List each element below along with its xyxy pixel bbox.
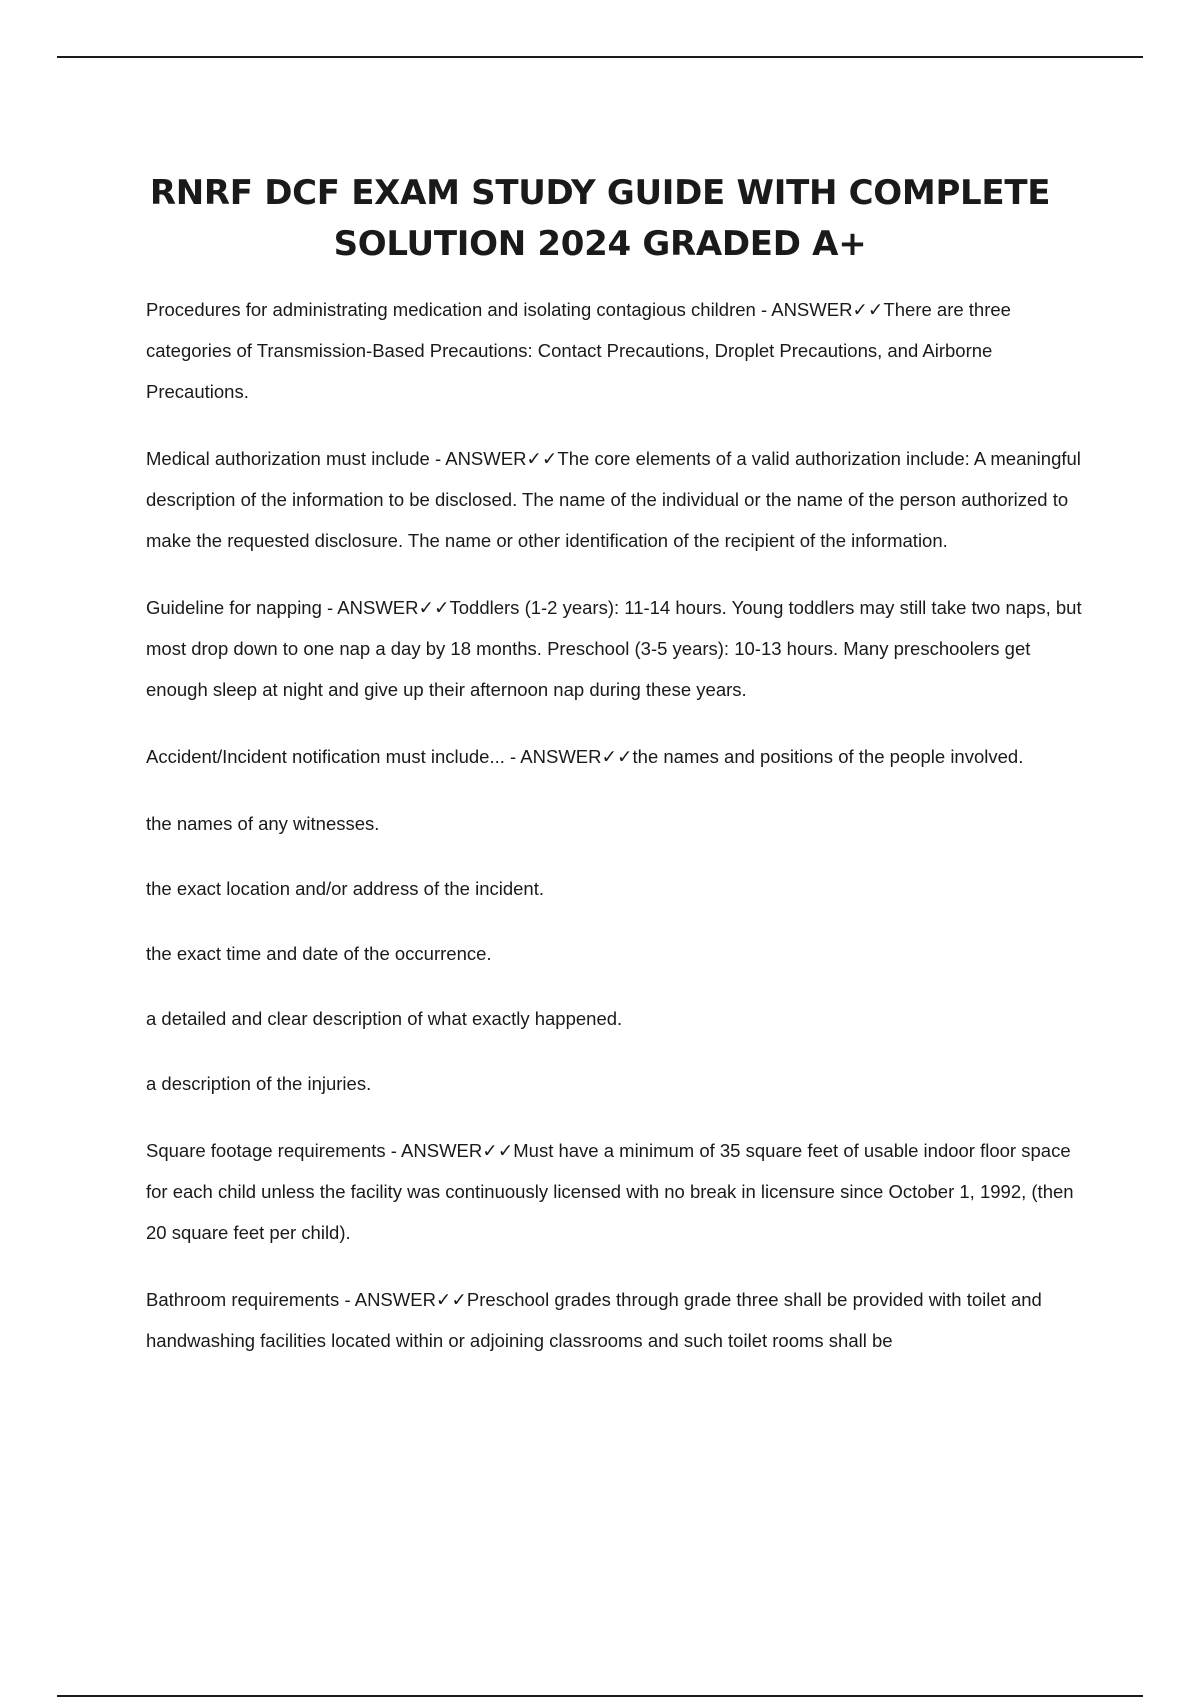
entry-incident-injuries: a description of the injuries. xyxy=(146,1073,372,1094)
entry-medical-authorization: Medical authorization must include - ANSWER✓✓The core elements of a valid authorization include: A meaningful description of the information to be disclosed. The name of the individual or the name of the person authorized to make the requested disclosure. The name or other identification of the recipient of the information. xyxy=(146,448,1081,551)
title-line-1: RNRF DCF EXAM STUDY GUIDE WITH COMPLETE xyxy=(149,173,1051,213)
entry-incident-location: the exact location and/or address of the incident. xyxy=(146,878,545,899)
entry-incident-witnesses: the names of any witnesses. xyxy=(146,813,380,834)
title-line-2: SOLUTION 2024 GRADED A+ xyxy=(333,224,867,264)
entry-incident-notification: Accident/Incident notification must include... - ANSWER✓✓the names and positions of the people involved. xyxy=(146,746,1024,767)
document-title xyxy=(100,168,1100,270)
entry-incident-description: a detailed and clear description of what exactly happened. xyxy=(146,1008,623,1029)
bottom-rule xyxy=(57,1695,1143,1697)
entry-incident-time: the exact time and date of the occurrence. xyxy=(146,943,492,964)
entry-napping-guideline: Guideline for napping - ANSWER✓✓Toddlers (1-2 years): 11-14 hours. Young toddlers may still take two naps, but most drop down to one nap a day by 18 months. Preschool (3-5 years): 10-13 hours. Many preschoolers get enough sleep at night and give up their afternoon nap during these years. xyxy=(146,597,1082,700)
entry-medication-procedures: Procedures for administrating medication and isolating contagious children - ANSWER✓✓There are three categories of Transmission-Based Precautions: Contact Precautions, Droplet Precautions, and Airborne Precautions. xyxy=(146,299,1011,402)
entry-bathroom-requirements: Bathroom requirements - ANSWER✓✓Preschool grades through grade three shall be provided with toilet and handwashing facilities located within or adjoining classrooms and such toilet rooms shall be xyxy=(146,1289,1042,1351)
entry-square-footage: Square footage requirements - ANSWER✓✓Must have a minimum of 35 square feet of usable indoor floor space for each child unless the facility was continuously licensed with no break in licensure since October 1, 1992, (then 20 square feet per child). xyxy=(146,1140,1074,1243)
document-body xyxy=(146,289,1096,1387)
top-rule xyxy=(57,56,1143,58)
